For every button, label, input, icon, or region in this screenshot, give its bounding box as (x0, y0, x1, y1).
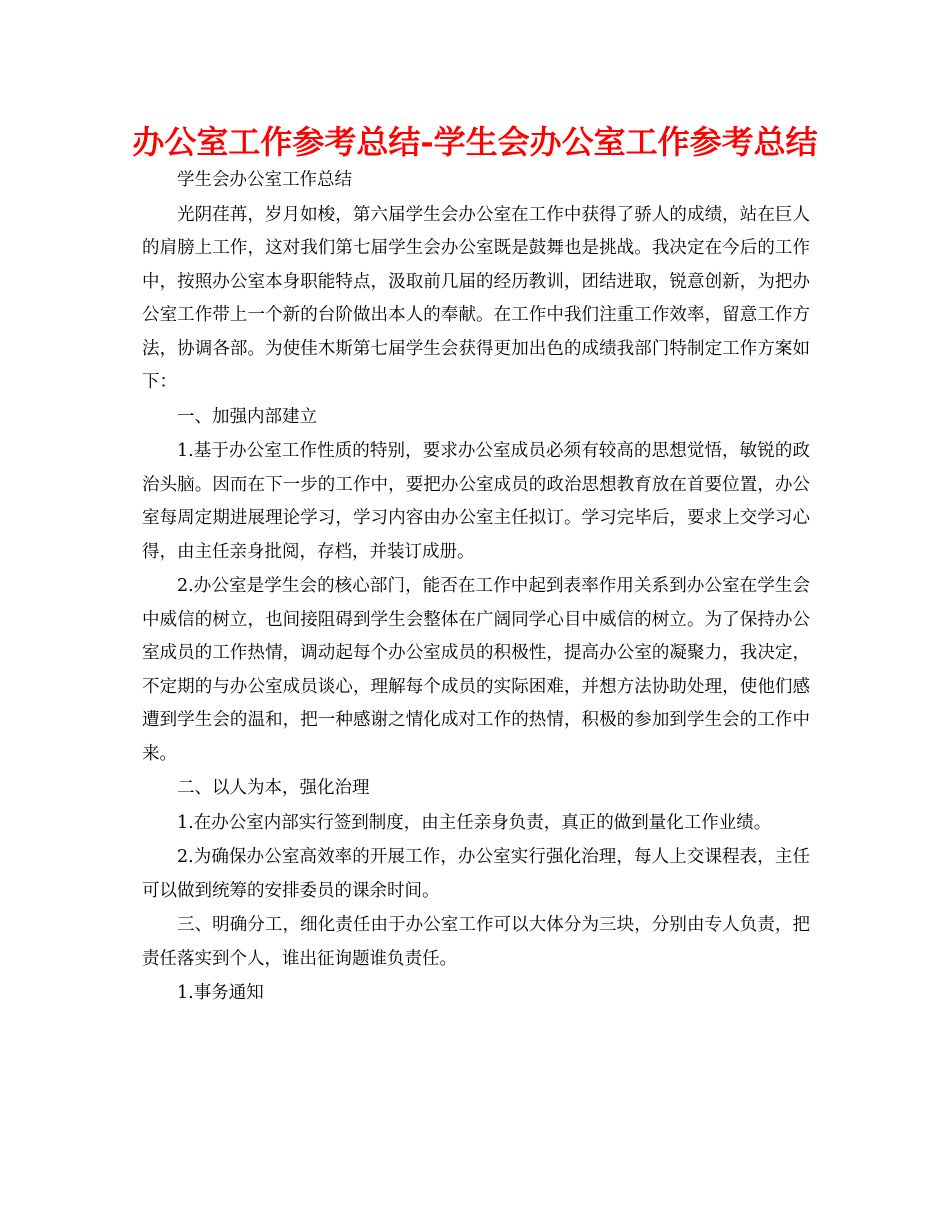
paragraph-3-1: 1.事务通知 (177, 983, 264, 1003)
section-heading-1: 一、加强内部建立 (177, 406, 317, 427)
document-title: 办公室工作参考总结-学生会办公室工作参考总结 (132, 123, 818, 161)
subtitle-paragraph: 学生会办公室工作总结 (177, 170, 352, 190)
paragraph-2-2: 2.为确保办公室高效率的开展工作，办公室实行强化治理，每人上交课程表，主任可以做到统筹的安排委员的课余时间。 (142, 847, 810, 901)
paragraph-1-1: 1.基于办公室工作性质的特别，要求办公室成员必须有较高的思想觉悟，敏锐的政治头脑。因而在下一步的工作中，要把办公室成员的政治思想教育放在首要位置，办公室每周定期进展理论学习，学习内容由办公室主任拟订。学习完毕后，要求上交学习心得，由主任亲身批阅，存档，并装订成册。 (142, 441, 810, 562)
intro-paragraph: 光阴荏苒，岁月如梭，第六届学生会办公室在工作中获得了骄人的成绩，站在巨人的肩膀上工作，这对我们第七届学生会办公室既是鼓舞也是挑战。我决定在今后的工作中，按照办公室本身职能特点，汲取前几届的经历教训，团结进取，锐意创新，为把办公室工作带上一个新的台阶做出本人的奉献。在工作中我们注重工作效率，留意工作方法，协调各部。为使佳木斯第七届学生会获得更加出色的成绩我部门特制定工作方案如下： (142, 204, 810, 392)
document-body (142, 164, 810, 1012)
paragraph-2-1: 1.在办公室内部实行签到制度，由主任亲身负责，真正的做到量化工作业绩。 (177, 812, 772, 833)
section-heading-2: 二、以人为本，强化治理 (177, 778, 370, 798)
section-heading-3: 三、明确分工，细化责任由于办公室工作可以大体分为三块，分别由专人负责，把责任落实到个人，谁出征询题谁负责任。 (142, 915, 810, 969)
paragraph-1-2: 2.办公室是学生会的核心部门，能否在工作中起到表率作用关系到办公室在学生会中威信的树立，也间接阻碍到学生会整体在广阔同学心目中威信的树立。为了保持办公室成员的工作热情，调动起每个办公室成员的积极性，提高办公室的凝聚力，我决定，不定期的与办公室成员谈心，理解每个成员的实际困难，并想方法协助处理，使他们感遭到学生会的温和，把一种感谢之情化成对工作的热情，积极的参加到学生会的工作中来。 (142, 576, 810, 764)
